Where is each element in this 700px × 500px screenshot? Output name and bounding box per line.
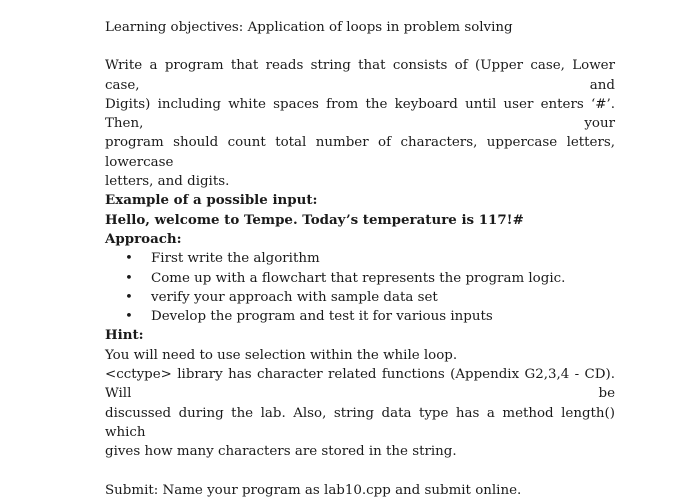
approach-item-text: Develop the program and test it for various inputs: [151, 309, 493, 325]
hint-line: You will need to use selection within the while loop.: [105, 347, 458, 363]
problem-line: program should count total number of characters, uppercase letters, lowercase: [105, 135, 615, 170]
problem-line: Digits) including white spaces from the keyboard until user enters ‘#’. Then, your: [105, 96, 615, 132]
approach-item: [105, 269, 615, 288]
example-input: Hello, welcome to Tempe. Today’s temperature is 117!#: [105, 211, 524, 228]
spacer: [105, 37, 615, 56]
approach-heading: Approach:: [105, 230, 182, 247]
approach-item-text: verify your approach with sample data set: [151, 289, 438, 305]
approach-item: [105, 307, 615, 326]
bullet-icon: •: [125, 251, 133, 267]
assignment-document: [105, 18, 615, 500]
submit-instructions: Submit: Name your program as lab10.cpp and submit online.: [105, 482, 522, 498]
learning-objectives: Learning objectives: Application of loops in problem solving: [105, 20, 513, 35]
hint-heading: Hint:: [105, 327, 144, 344]
approach-item: [105, 288, 615, 307]
hint-body-line: gives how many characters are stored in the string.: [105, 444, 457, 460]
hint-body-line: <cctype> library has character related functions (Appendix G2,3,4 - CD). Will be: [105, 367, 615, 402]
problem-line: Write a program that reads string that consists of (Upper case, Lower case, and: [105, 58, 615, 93]
approach-item: [105, 249, 615, 268]
approach-item-text: Come up with a flowchart that represents the program logic.: [151, 270, 566, 286]
spacer: [105, 462, 615, 481]
hint-body-line: discussed during the lab. Also, string data type has a method length() which: [105, 405, 615, 440]
approach-list: [105, 249, 615, 326]
problem-line: letters, and digits.: [105, 174, 230, 190]
approach-item-text: First write the algorithm: [151, 251, 320, 267]
hint-body: [105, 365, 615, 461]
bullet-icon: •: [125, 270, 133, 286]
bullet-icon: •: [125, 309, 133, 325]
example-heading: Example of a possible input:: [105, 192, 318, 209]
bullet-icon: •: [125, 289, 133, 305]
problem-statement: [105, 56, 615, 191]
